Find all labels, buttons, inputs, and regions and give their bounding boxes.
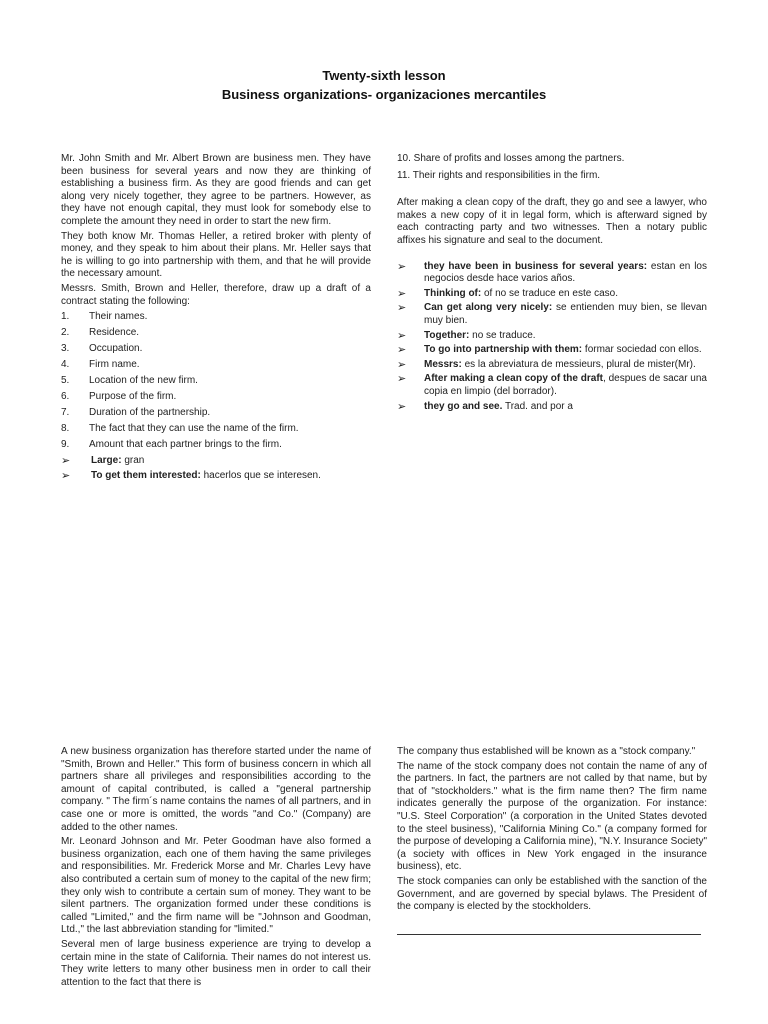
arrow-bullet-icon: ➢ — [397, 287, 407, 300]
paragraph: The stock companies can only be established with the sanction of the Government, and are governed by special bylaws. The President of the company is elected by the stockholders. — [397, 875, 707, 913]
list-item: 5. Location of the new firm. — [61, 375, 198, 387]
paragraph: They both know Mr. Thomas Heller, a retired broker with plenty of money, and they speak to him about their plans. Mr. Heller says that he is willing to go into partnership with them, and that he will provide the necessary amount. — [61, 230, 371, 280]
arrow-bullet-icon: ➢ — [61, 469, 71, 482]
arrow-bullet-icon: ➢ — [397, 302, 407, 315]
lesson-subtitle: Business organizations- organizaciones mercantiles — [221, 87, 547, 102]
vocabulary-item: ➢ Messrs: es la abreviatura de messieurs, plural de mister(Mr). — [397, 358, 696, 371]
vocabulary-item: ➢ To get them interested: hacerlos que se interesen. — [61, 469, 321, 482]
list-item: 9. Amount that each partner brings to the firm. — [61, 439, 282, 451]
paragraph: The name of the stock company does not contain the name of any of the partners. In fact, the partners are not called by that name, but by that of "stockholders." what is the firm name then? The firm name indicates generally the purpose of the organization. For instance: "U.S. Steel Corporation" (a corporation in the United States devoted to the steel business), "California Mining Co." (a company formed for the purpose of developing a California mine), "N.Y. Insurance Society" (a society with offices in New York engaged in the insurance business), etc. — [397, 760, 707, 873]
paragraph: A new business organization has therefore started under the name of "Smith, Brown and Heller." This form of business concern in which all partners share all privileges and responsibilities according to the amount of capital contributed, is called a "general partnership company. " The firm´s name contains the names of all partners, and in case one or more is omitted, the words "and Co." (Company) are added to the other names. — [61, 746, 371, 833]
vocabulary-list — [61, 455, 371, 482]
list-item: 3. Occupation. — [61, 343, 143, 355]
paragraph: Messrs. Smith, Brown and Heller, therefore, draw up a draft of a contract stating the following: — [61, 282, 371, 307]
paragraph: Mr. John Smith and Mr. Albert Brown are business men. They have been business for several years and now they are thinking of establishing a business firm. As they are good friends and can get along very nicely together, they agree to be partners. However, as they have not enough capital, they must look for somebody else to complete the amount they need in order to start the new firm. — [61, 153, 371, 227]
vocabulary-item: ➢ To go into partnership with them: formar sociedad con ellos. — [397, 344, 702, 357]
list-item: 6. Purpose of the firm. — [61, 391, 177, 403]
list-item: 4. Firm name. — [61, 359, 140, 371]
page-title — [0, 66, 768, 104]
column-top-right — [397, 153, 707, 415]
paragraph: Several men of large business experience are trying to develop a certain mine in the state of California. Their names do not interest us. They write letters to many other business men in order to call their attention to the fact that there is — [61, 938, 371, 988]
vocabulary-item: ➢ Large: gran — [61, 455, 145, 468]
list-item: 11. Their rights and responsibilities in the firm. — [397, 169, 601, 181]
paragraph: After making a clean copy of the draft, they go and see a lawyer, who makes a new copy of it in legal form, which is afterward signed by each contracting party and two witnesses. Then a notary public affixes his signature and seal to the document. — [397, 197, 707, 246]
contract-items-list-continued — [397, 153, 707, 182]
contract-items-list — [61, 310, 371, 454]
column-bottom-right — [397, 746, 707, 935]
arrow-bullet-icon: ➢ — [397, 260, 407, 273]
vocabulary-item: ➢ Thinking of: of no se traduce en este caso. — [397, 287, 618, 300]
vocabulary-item: ➢ Together: no se traduce. — [397, 329, 536, 342]
vocabulary-item: ➢ Can get along very nicely: se entienden muy bien, se llevan muy bien. — [397, 302, 707, 326]
lesson-title: Twenty-sixth lesson — [322, 68, 446, 83]
arrow-bullet-icon: ➢ — [397, 373, 407, 386]
arrow-bullet-icon: ➢ — [397, 329, 407, 342]
arrow-bullet-icon: ➢ — [397, 358, 407, 371]
list-item: 1. Their names. — [61, 311, 148, 323]
column-top-left — [61, 153, 371, 484]
list-item: 8. The fact that they can use the name of the firm. — [61, 423, 299, 435]
vocabulary-item: ➢ they have been in business for several years: estan en los negocios desde hace varios años. — [397, 260, 707, 285]
vocabulary-item: ➢ they go and see. Trad. and por a — [397, 400, 573, 413]
column-bottom-left — [61, 746, 371, 991]
separator-line — [397, 934, 701, 935]
list-item: 2. Residence. — [61, 327, 140, 339]
list-item: 10. Share of profits and losses among the partners. — [397, 153, 625, 164]
list-item: 7. Duration of the partnership. — [61, 407, 211, 419]
vocabulary-item: ➢ After making a clean copy of the draft, despues de sacar una copia en limpio (del borrador). — [397, 373, 707, 397]
vocabulary-list — [397, 261, 707, 414]
paragraph: The company thus established will be known as a "stock company." — [397, 746, 696, 757]
paragraph: Mr. Leonard Johnson and Mr. Peter Goodman have also formed a business organization, each one of them having the same privileges and responsibilities. Mr. Frederick Morse and Mr. Charles Levy have also contributed a certain sum of money to the capital of the new firm; they only wish to contribute a certain sum of money. They want to be silent partners. The organization formed under these conditions is called "Limited," and the firm name will be "Johnson and Goodman, Ltd.," the last abbreviation standing for "limited." — [61, 836, 371, 936]
arrow-bullet-icon: ➢ — [61, 455, 71, 468]
arrow-bullet-icon: ➢ — [397, 344, 407, 357]
arrow-bullet-icon: ➢ — [397, 400, 407, 413]
